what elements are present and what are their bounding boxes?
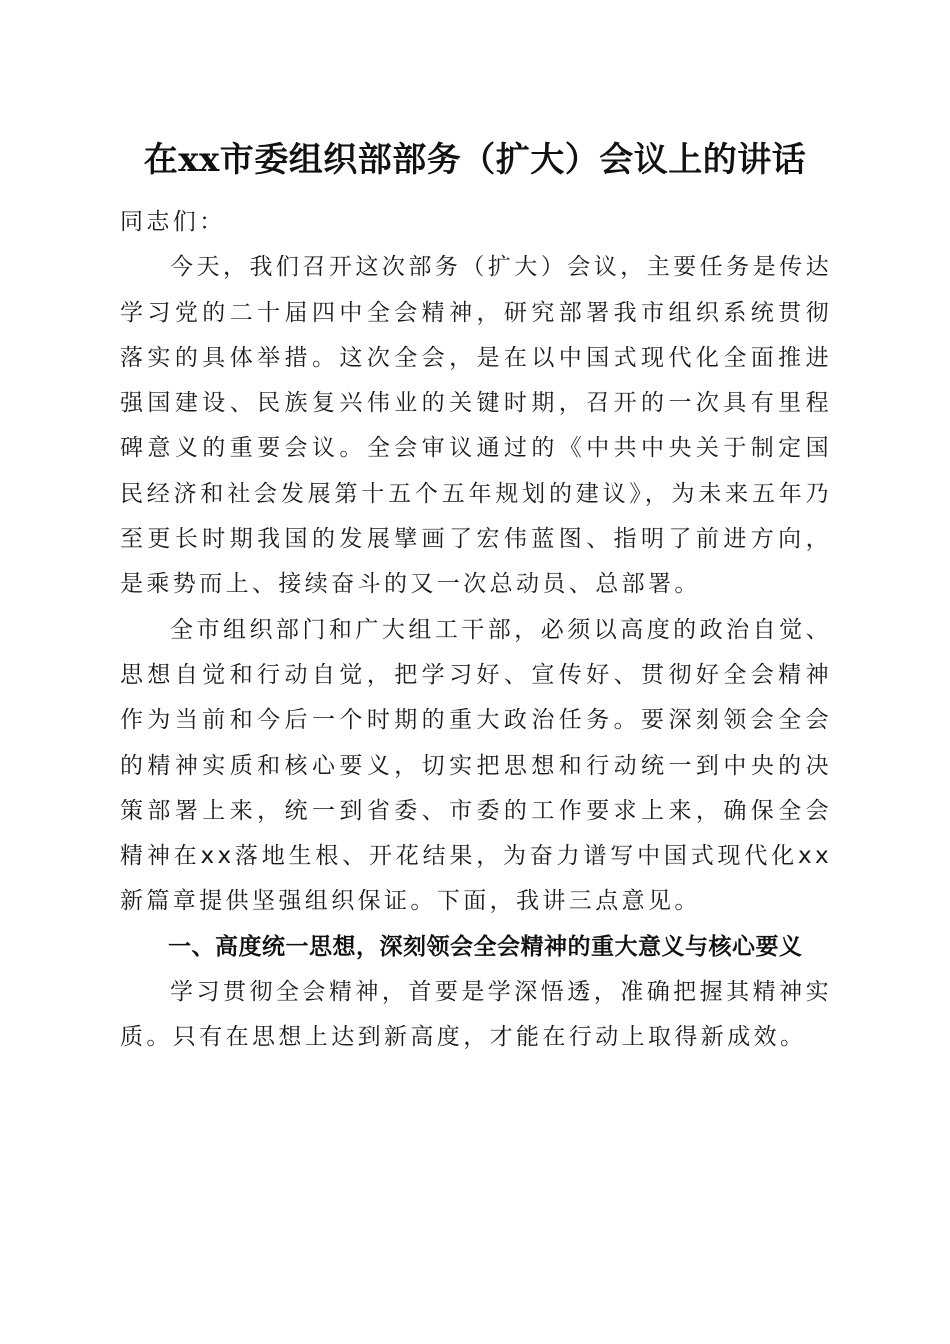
section-heading-1: 一、高度统一思想，深刻领会全会精神的重大意义与核心要义 — [168, 933, 803, 960]
section-paragraph-1: 学习贯彻全会精神，首要是学深悟透，准确把握其精神实质。只有在思想上达到新高度，才能在行动上取得新成效。 — [120, 979, 832, 1051]
salutation: 同志们： — [120, 209, 226, 235]
paragraph-2: 全市组织部门和广大组工干部，必须以高度的政治自觉、思想自觉和行动自觉，把学习好、宣传好、贯彻好全会精神作为当前和今后一个时期的重大政治任务。要深刻领会全会的精神实质和核心要义，切实把思想和行动统一到中央的决策部署上来，统一到省委、市委的工作要求上来，确保全会精神在xx落地生根、开花结果，为奋力谱写中国式现代化xx新篇章提供坚强组织保证。下面，我讲三点意见。 — [120, 616, 832, 915]
document-body — [120, 200, 832, 1061]
paragraph-1: 今天，我们召开这次部务（扩大）会议，主要任务是传达学习党的二十届四中全会精神，研究部署我市组织系统贯彻落实的具体举措。这次全会，是在以中国式现代化全面推进强国建设、民族复兴伟业的关键时期，召开的一次具有里程碑意义的重要会议。全会审议通过的《中共中央关于制定国民经济和社会发展第十五个五年规划的建议》，为未来五年乃至更长时期我国的发展擘画了宏伟蓝图、指明了前进方向，是乘势而上、接续奋斗的又一次总动员、总部署。 — [120, 254, 832, 598]
document-title: 在xx市委组织部部务（扩大）会议上的讲话 — [143, 140, 807, 180]
